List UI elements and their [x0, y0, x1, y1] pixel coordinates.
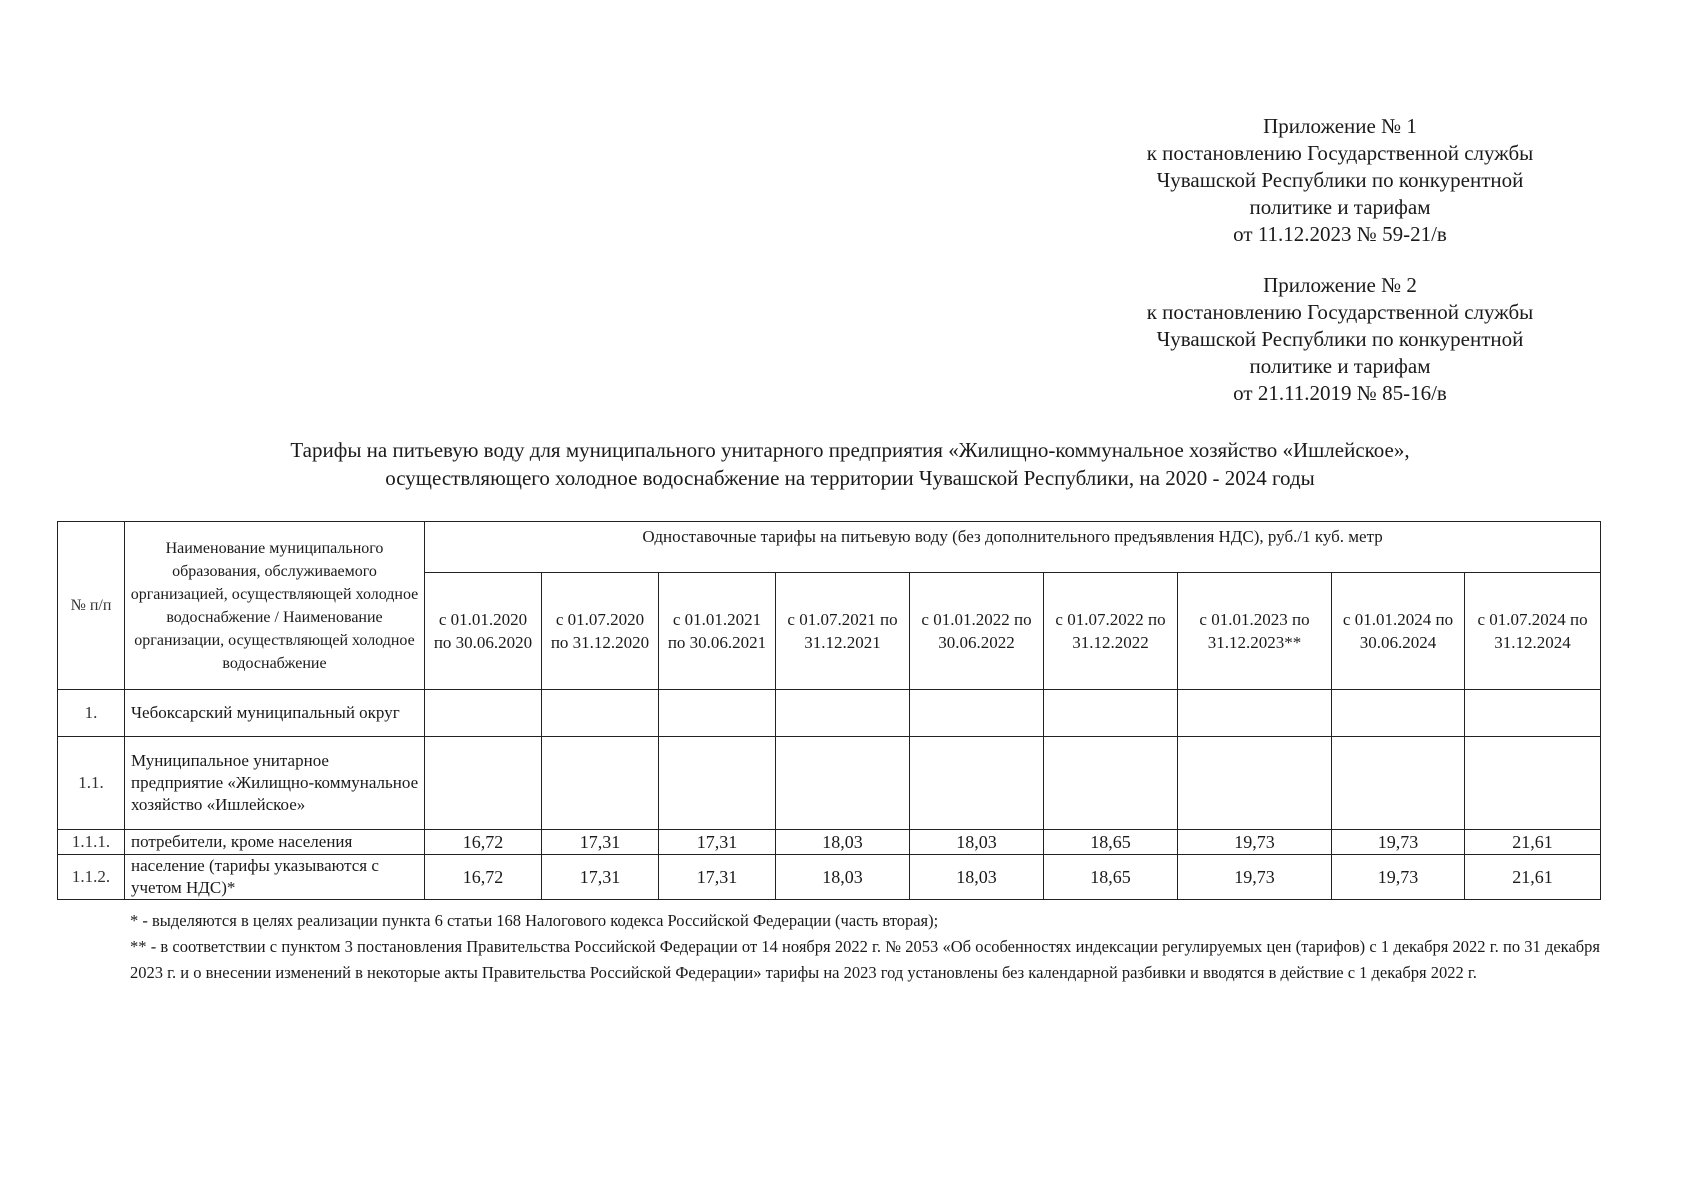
- table-row: [58, 737, 1601, 830]
- period-header: с 01.01.2021 по 30.06.2021: [659, 573, 776, 690]
- tariff-value: [1178, 690, 1332, 737]
- tariff-value: [1332, 737, 1465, 830]
- tariff-value: 18,03: [776, 830, 910, 855]
- appendix-1-line-2: к постановлению Государственной службы: [1146, 141, 1534, 165]
- appendix-1-line-4: политике и тарифам: [1249, 195, 1431, 219]
- period-header: с 01.07.2024 по 31.12.2024: [1465, 573, 1601, 690]
- appendix-1-date-number: от 11.12.2023 № 59-21/в: [1233, 222, 1447, 246]
- tariff-value: 18,65: [1044, 830, 1178, 855]
- row-number: 1.1.2.: [58, 855, 125, 900]
- appendix-1-header: [1110, 113, 1570, 248]
- tariff-value: 17,31: [659, 830, 776, 855]
- tariff-value: [659, 737, 776, 830]
- tariff-value: [1465, 690, 1601, 737]
- appendix-2-line-2: к постановлению Государственной службы: [1146, 300, 1534, 324]
- tariff-value: 16,72: [425, 855, 542, 900]
- row-number: 1.: [58, 690, 125, 737]
- table-header-row: [58, 522, 1601, 573]
- tariff-value: 18,65: [1044, 855, 1178, 900]
- tariff-value: 19,73: [1178, 855, 1332, 900]
- footnote-vat: * - выделяются в целях реализации пункта 6 статьи 168 Налогового кодекса Российской Федерации (часть вторая);: [130, 911, 939, 930]
- tariff-value: [776, 737, 910, 830]
- period-header: с 01.07.2020 по 31.12.2020: [542, 573, 659, 690]
- appendix-1-line-3: Чувашской Республики по конкурентной: [1156, 168, 1524, 192]
- period-header: с 01.07.2021 по 31.12.2021: [776, 573, 910, 690]
- tariff-value: [542, 737, 659, 830]
- tariff-value: [1465, 737, 1601, 830]
- row-number: 1.1.: [58, 737, 125, 830]
- tariff-value: 18,03: [910, 855, 1044, 900]
- tariff-value: 18,03: [910, 830, 1044, 855]
- tariff-value: [659, 690, 776, 737]
- period-header: с 01.01.2023 по 31.12.2023**: [1178, 573, 1332, 690]
- footnotes: [130, 908, 1600, 986]
- period-header: с 01.07.2022 по 31.12.2022: [1044, 573, 1178, 690]
- tariff-value: 21,61: [1465, 855, 1601, 900]
- appendix-2-date-number: от 21.11.2019 № 85-16/в: [1233, 381, 1447, 405]
- tariff-value: 16,72: [425, 830, 542, 855]
- tariff-value: 19,73: [1332, 855, 1465, 900]
- tariff-value: 17,31: [542, 830, 659, 855]
- appendix-2-line-3: Чувашской Республики по конкурентной: [1156, 327, 1524, 351]
- tariff-value: [425, 690, 542, 737]
- tariff-value: 17,31: [659, 855, 776, 900]
- tariffs-table: [57, 521, 1601, 900]
- tariff-value: 18,03: [776, 855, 910, 900]
- header-number-cell: № п/п: [58, 522, 125, 690]
- appendix-1-title: Приложение № 1: [1263, 114, 1417, 138]
- tariff-value: 19,73: [1178, 830, 1332, 855]
- row-name: население (тарифы указываются с учетом НДС)*: [125, 855, 425, 900]
- document-title: [60, 436, 1640, 492]
- row-name: Чебоксарский муниципальный округ: [125, 690, 425, 737]
- period-header: с 01.01.2020 по 30.06.2020: [425, 573, 542, 690]
- period-header: с 01.01.2024 по 30.06.2024: [1332, 573, 1465, 690]
- row-name: Муниципальное унитарное предприятие «Жилищно-коммунальное хозяйство «Ишлейское»: [125, 737, 425, 830]
- appendix-2-line-4: политике и тарифам: [1249, 354, 1431, 378]
- document-title-line-1: Тарифы на питьевую воду для муниципального унитарного предприятия «Жилищно-коммунальное хозяйство «Ишлейское»,: [290, 438, 1410, 462]
- document-title-line-2: осуществляющего холодное водоснабжение на территории Чувашской Республики, на 2020 - 2024 годы: [385, 466, 1315, 490]
- appendix-2-title: Приложение № 2: [1263, 273, 1417, 297]
- tariff-value: [1044, 690, 1178, 737]
- tariff-value: 21,61: [1465, 830, 1601, 855]
- tariff-value: [1044, 737, 1178, 830]
- row-number: 1.1.1.: [58, 830, 125, 855]
- table-row: [58, 855, 1601, 900]
- tariff-value: [1178, 737, 1332, 830]
- tariff-value: 17,31: [542, 855, 659, 900]
- tariff-value: 19,73: [1332, 830, 1465, 855]
- tariff-value: [425, 737, 542, 830]
- tariff-value: [910, 690, 1044, 737]
- tariff-value: [1332, 690, 1465, 737]
- period-header: с 01.01.2022 по 30.06.2022: [910, 573, 1044, 690]
- tariff-value: [910, 737, 1044, 830]
- header-tariffs-cell: Одноставочные тарифы на питьевую воду (без дополнительного предъявления НДС), руб./1 куб. метр: [425, 522, 1601, 573]
- appendix-2-header: [1110, 272, 1570, 407]
- tariff-value: [542, 690, 659, 737]
- row-name: потребители, кроме населения: [125, 830, 425, 855]
- footnote-2023-tariffs: ** - в соответствии с пунктом 3 постановления Правительства Российской Федерации от 14 ноября 2022 г. № 2053 «Об особенностях индексации регулируемых цен (тарифов) с 1 декабря 2022 г. по 31 декабря 2023 г. и о внесении изменений в некоторые акты Правительства Российской Федерации» тарифы на 2023 год установлены без календарной разбивки и вводятся в действие с 1 декабря 2022 г.: [130, 937, 1600, 982]
- header-name-cell: Наименование муниципального образования, обслуживаемого организацией, осуществляющей холодное водоснабжение / Наименование организации, осуществляющей холодное водоснабжение: [125, 522, 425, 690]
- table-row: [58, 830, 1601, 855]
- table-row: [58, 690, 1601, 737]
- tariff-value: [776, 690, 910, 737]
